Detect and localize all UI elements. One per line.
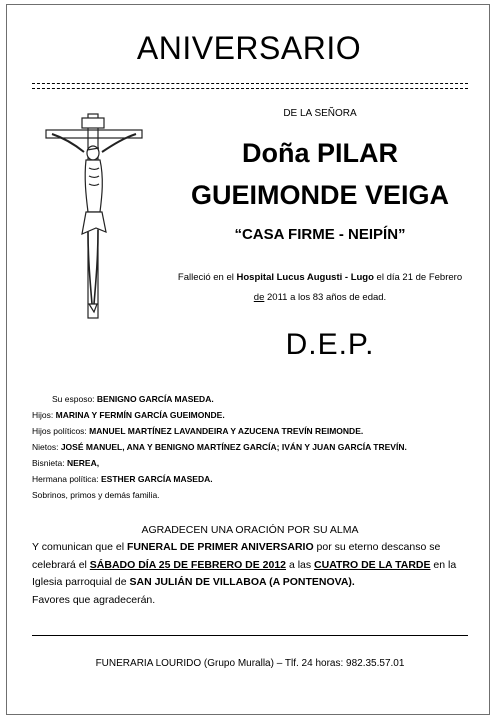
footer-divider: [32, 635, 468, 636]
intro-text: DE LA SEÑORA: [283, 108, 357, 119]
list-item: Hermana política: ESTHER GARCÍA MASEDA.: [32, 474, 213, 484]
funeral-home-footer: FUNERARIA LOURIDO (Grupo Muralla) – Tlf. 24 horas: 982.35.57.01: [95, 658, 405, 669]
list-item: Su esposo: BENIGNO GARCÍA MASEDA.: [52, 394, 214, 404]
crucifix-icon: [44, 108, 144, 320]
hospital-name: Hospital Lucus Augusti - Lugo: [236, 272, 374, 283]
page-title: ANIVERSARIO: [136, 30, 362, 66]
list-item: Hijos políticos: MANUEL MARTÍNEZ LAVANDEIRA Y AZUCENA TREVÍN REIMONDE.: [32, 426, 364, 436]
funeral-date: SÁBADO DÍA 25 DE FEBRERO DE 2012: [89, 558, 287, 571]
deceased-name-line2: GUEIMONDE VEIGA: [190, 180, 450, 210]
deceased-name-line1: Doña PILAR: [241, 138, 398, 168]
list-item: Bisnieta: NEREA,: [32, 458, 100, 468]
funeral-announcement: Y comunican que el FUNERAL DE PRIMER ANIVERSARIO por su eterno descanso se celebrará el SÁBADO DÍA 25 DE FEBRERO DE 2012 a las CUATRO DE LA TARDE en la Iglesia parroquial de SAN JULIÁN DE VILLABOA (A PONTENOVA). Favores que agradecerán.: [32, 541, 457, 606]
funeral-time: CUATRO DE LA TARDE: [314, 558, 431, 571]
list-item: Hijos: MARINA Y FERMÍN GARCÍA GUEIMONDE.: [32, 410, 225, 420]
church-name: SAN JULIÁN DE VILLABOA (A PONTENOVA).: [129, 576, 355, 588]
dep-heading: D.E.P.: [285, 328, 375, 361]
list-item: Nietos: JOSÉ MANUEL, ANA Y BENIGNO MARTÍNEZ GARCÍA; IVÁN Y JUAN GARCÍA TREVÍN.: [32, 442, 407, 452]
list-item: Sobrinos, primos y demás familia.: [32, 490, 160, 500]
dashed-divider: [32, 83, 468, 89]
house-alias: “CASA FIRME - NEIPÍN”: [234, 226, 406, 243]
prayer-request: AGRADECEN UNA ORACIÓN POR SU ALMA: [141, 524, 359, 536]
family-list: [32, 391, 407, 503]
death-notice: Falleció en el Hospital Lucus Augusti - Lugo el día 21 de Febrero de 2011 a los 83 años de edad.: [177, 272, 463, 303]
